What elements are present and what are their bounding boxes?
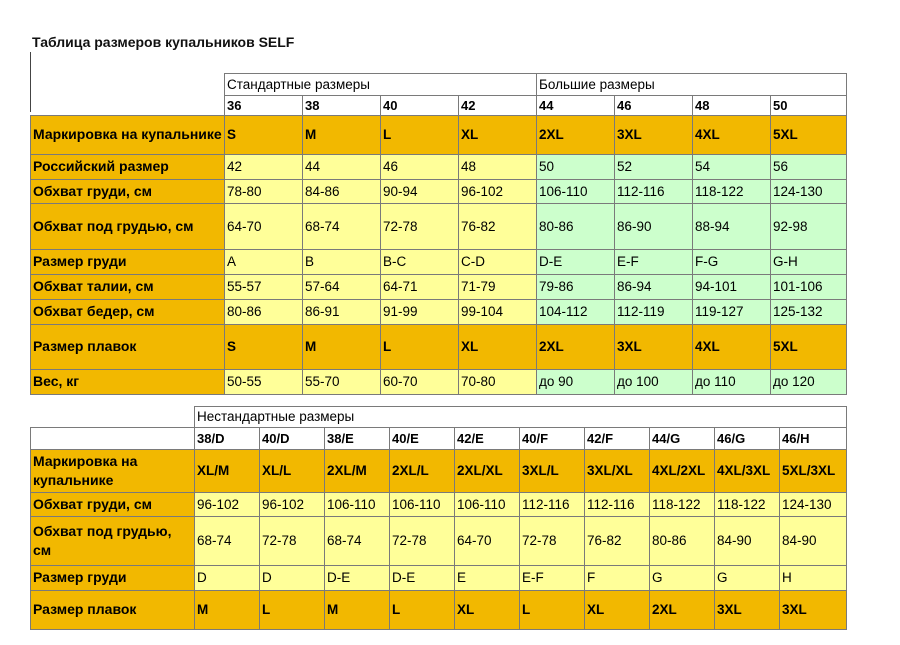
table-row <box>31 590 847 629</box>
table-cell: XL/L <box>260 449 325 492</box>
table-row <box>31 274 847 299</box>
table-cell: 3XL <box>615 115 693 154</box>
table-cell: 118-122 <box>650 492 715 516</box>
size-header: 48 <box>693 96 771 116</box>
table-cell: 5XL <box>771 324 847 369</box>
table-cell: L <box>381 324 459 369</box>
size-header: 42/E <box>455 427 520 449</box>
table-cell: 5XL <box>771 115 847 154</box>
table-cell: до 100 <box>615 369 693 394</box>
table-row <box>31 154 847 179</box>
table-cell: D <box>195 565 260 590</box>
table-cell: L <box>260 590 325 629</box>
table-cell: 72-78 <box>260 516 325 565</box>
table-cell: 56 <box>771 154 847 179</box>
size-header: 46/G <box>715 427 780 449</box>
table-cell: 76-82 <box>459 203 537 249</box>
size-header: 40/D <box>260 427 325 449</box>
size-header: 36 <box>225 96 303 116</box>
table-row <box>31 299 847 324</box>
table-cell: 106-110 <box>537 179 615 203</box>
table-cell: 84-86 <box>303 179 381 203</box>
table-cell: F <box>585 565 650 590</box>
table-cell: S <box>225 115 303 154</box>
table-cell: 125-132 <box>771 299 847 324</box>
table-cell: 3XL <box>715 590 780 629</box>
table-cell: 44 <box>303 154 381 179</box>
table-row <box>31 492 847 516</box>
row-label: Обхват талии, см <box>31 274 225 299</box>
table-cell: C-D <box>459 249 537 274</box>
table-cell: 80-86 <box>537 203 615 249</box>
group-standard-header: Стандартные размеры <box>225 74 537 96</box>
table-cell: G <box>715 565 780 590</box>
table-cell: 72-78 <box>381 203 459 249</box>
size-header: 38 <box>303 96 381 116</box>
header-spacer <box>31 427 195 449</box>
header-spacer <box>31 407 195 428</box>
nonstandard-size-table <box>30 406 847 630</box>
table-cell: 2XL <box>537 115 615 154</box>
table-cell: 64-70 <box>225 203 303 249</box>
table-cell: 3XL <box>615 324 693 369</box>
table-cell: 88-94 <box>693 203 771 249</box>
table-cell: 72-78 <box>520 516 585 565</box>
table-cell: D-E <box>325 565 390 590</box>
group-large-header: Большие размеры <box>537 74 847 96</box>
row-label: Обхват бедер, см <box>31 299 225 324</box>
table-row <box>31 115 847 154</box>
table-cell: 118-122 <box>693 179 771 203</box>
size-header: 42/F <box>585 427 650 449</box>
table-cell: 112-116 <box>585 492 650 516</box>
table-cell: 52 <box>615 154 693 179</box>
size-header: 50 <box>771 96 847 116</box>
table-cell: XL/M <box>195 449 260 492</box>
table-cell: B-C <box>381 249 459 274</box>
table-cell: 106-110 <box>455 492 520 516</box>
table-cell: 68-74 <box>195 516 260 565</box>
size-header: 44 <box>537 96 615 116</box>
size-header: 38/E <box>325 427 390 449</box>
table-cell: B <box>303 249 381 274</box>
table-cell: 106-110 <box>390 492 455 516</box>
table-cell: до 90 <box>537 369 615 394</box>
table-cell: 60-70 <box>381 369 459 394</box>
row-label: Вес, кг <box>31 369 225 394</box>
table-cell: 78-80 <box>225 179 303 203</box>
table-cell: 106-110 <box>325 492 390 516</box>
table-cell: 57-64 <box>303 274 381 299</box>
table-cell: 64-70 <box>455 516 520 565</box>
table-cell: 104-112 <box>537 299 615 324</box>
table-cell: 84-90 <box>715 516 780 565</box>
table-cell: 54 <box>693 154 771 179</box>
table-cell: 79-86 <box>537 274 615 299</box>
table-cell: F-G <box>693 249 771 274</box>
table-cell: 94-101 <box>693 274 771 299</box>
table-row <box>31 516 847 565</box>
size-header: 38/D <box>195 427 260 449</box>
table-cell: 96-102 <box>195 492 260 516</box>
table-cell: D-E <box>537 249 615 274</box>
size-header: 42 <box>459 96 537 116</box>
table-row <box>31 324 847 369</box>
header-spacer <box>31 74 225 96</box>
row-label: Маркировка на купальнике <box>31 449 195 492</box>
table-cell: 3XL <box>780 590 847 629</box>
table-cell: S <box>225 324 303 369</box>
table-row <box>31 179 847 203</box>
table-cell: L <box>520 590 585 629</box>
table-cell: 2XL/L <box>390 449 455 492</box>
row-label: Российский размер <box>31 154 225 179</box>
table-cell: 80-86 <box>650 516 715 565</box>
size-header: 40/E <box>390 427 455 449</box>
table-cell: до 120 <box>771 369 847 394</box>
table-row <box>31 449 847 492</box>
table-cell: 2XL <box>537 324 615 369</box>
size-header: 46/H <box>780 427 847 449</box>
table-cell: E <box>455 565 520 590</box>
table-cell: 112-116 <box>520 492 585 516</box>
table-row <box>31 565 847 590</box>
table-cell: 72-78 <box>390 516 455 565</box>
table-cell: A <box>225 249 303 274</box>
table-cell: H <box>780 565 847 590</box>
table-cell: 3XL/XL <box>585 449 650 492</box>
standard-large-size-table <box>30 73 847 395</box>
table-row <box>31 203 847 249</box>
row-label: Обхват под грудью, см <box>31 203 225 249</box>
page-title: Таблица размеров купальников SELF <box>32 34 295 50</box>
table-cell: 68-74 <box>325 516 390 565</box>
table-cell: до 110 <box>693 369 771 394</box>
table-cell: 71-79 <box>459 274 537 299</box>
table-cell: 4XL/2XL <box>650 449 715 492</box>
table-cell: 80-86 <box>225 299 303 324</box>
table-cell: XL <box>459 115 537 154</box>
row-label: Обхват под грудью, см <box>31 516 195 565</box>
table-cell: XL <box>585 590 650 629</box>
size-header: 46 <box>615 96 693 116</box>
table-cell: 86-90 <box>615 203 693 249</box>
table-cell: 46 <box>381 154 459 179</box>
table-cell: 119-127 <box>693 299 771 324</box>
table-cell: 70-80 <box>459 369 537 394</box>
table-cell: E-F <box>615 249 693 274</box>
table-cell: 86-91 <box>303 299 381 324</box>
table-cell: 92-98 <box>771 203 847 249</box>
table-row <box>31 249 847 274</box>
table-cell: 2XL/XL <box>455 449 520 492</box>
table-cell: 55-70 <box>303 369 381 394</box>
table-cell: 68-74 <box>303 203 381 249</box>
table-cell: D-E <box>390 565 455 590</box>
table-cell: 112-116 <box>615 179 693 203</box>
table-cell: 91-99 <box>381 299 459 324</box>
group-nonstandard-header: Нестандартные размеры <box>195 407 847 428</box>
table-cell: 3XL/L <box>520 449 585 492</box>
table-cell: 4XL/3XL <box>715 449 780 492</box>
table-cell: 2XL <box>650 590 715 629</box>
row-label: Обхват груди, см <box>31 179 225 203</box>
table-cell: 101-106 <box>771 274 847 299</box>
table-cell: 96-102 <box>260 492 325 516</box>
table-cell: G <box>650 565 715 590</box>
table-cell: L <box>381 115 459 154</box>
table-cell: M <box>325 590 390 629</box>
table-cell: D <box>260 565 325 590</box>
table-cell: 4XL <box>693 324 771 369</box>
row-label: Размер плавок <box>31 324 225 369</box>
table-cell: 86-94 <box>615 274 693 299</box>
table-cell: 50-55 <box>225 369 303 394</box>
size-header: 44/G <box>650 427 715 449</box>
table-cell: 50 <box>537 154 615 179</box>
table-cell: 90-94 <box>381 179 459 203</box>
table-cell: M <box>303 324 381 369</box>
table-cell: 96-102 <box>459 179 537 203</box>
table-cell: 124-130 <box>771 179 847 203</box>
size-header: 40 <box>381 96 459 116</box>
table-cell: 112-119 <box>615 299 693 324</box>
table-cell: 48 <box>459 154 537 179</box>
row-label: Обхват груди, см <box>31 492 195 516</box>
row-label: Размер груди <box>31 565 195 590</box>
row-label: Размер плавок <box>31 590 195 629</box>
table-cell: 99-104 <box>459 299 537 324</box>
table-cell: 4XL <box>693 115 771 154</box>
table-cell: 118-122 <box>715 492 780 516</box>
table-cell: G-H <box>771 249 847 274</box>
table-cell: 55-57 <box>225 274 303 299</box>
table-cell: E-F <box>520 565 585 590</box>
row-label: Размер груди <box>31 249 225 274</box>
table-cell: XL <box>455 590 520 629</box>
table-cell: M <box>303 115 381 154</box>
table-cell: 42 <box>225 154 303 179</box>
table-cell: 76-82 <box>585 516 650 565</box>
size-header: 40/F <box>520 427 585 449</box>
table-cell: M <box>195 590 260 629</box>
row-label: Маркировка на купальнике <box>31 115 225 154</box>
table-row <box>31 369 847 394</box>
table-cell: 2XL/M <box>325 449 390 492</box>
table-cell: XL <box>459 324 537 369</box>
table-cell: 124-130 <box>780 492 847 516</box>
table-cell: L <box>390 590 455 629</box>
table-cell: 64-71 <box>381 274 459 299</box>
header-spacer <box>31 96 225 116</box>
table-cell: 5XL/3XL <box>780 449 847 492</box>
table-cell: 84-90 <box>780 516 847 565</box>
